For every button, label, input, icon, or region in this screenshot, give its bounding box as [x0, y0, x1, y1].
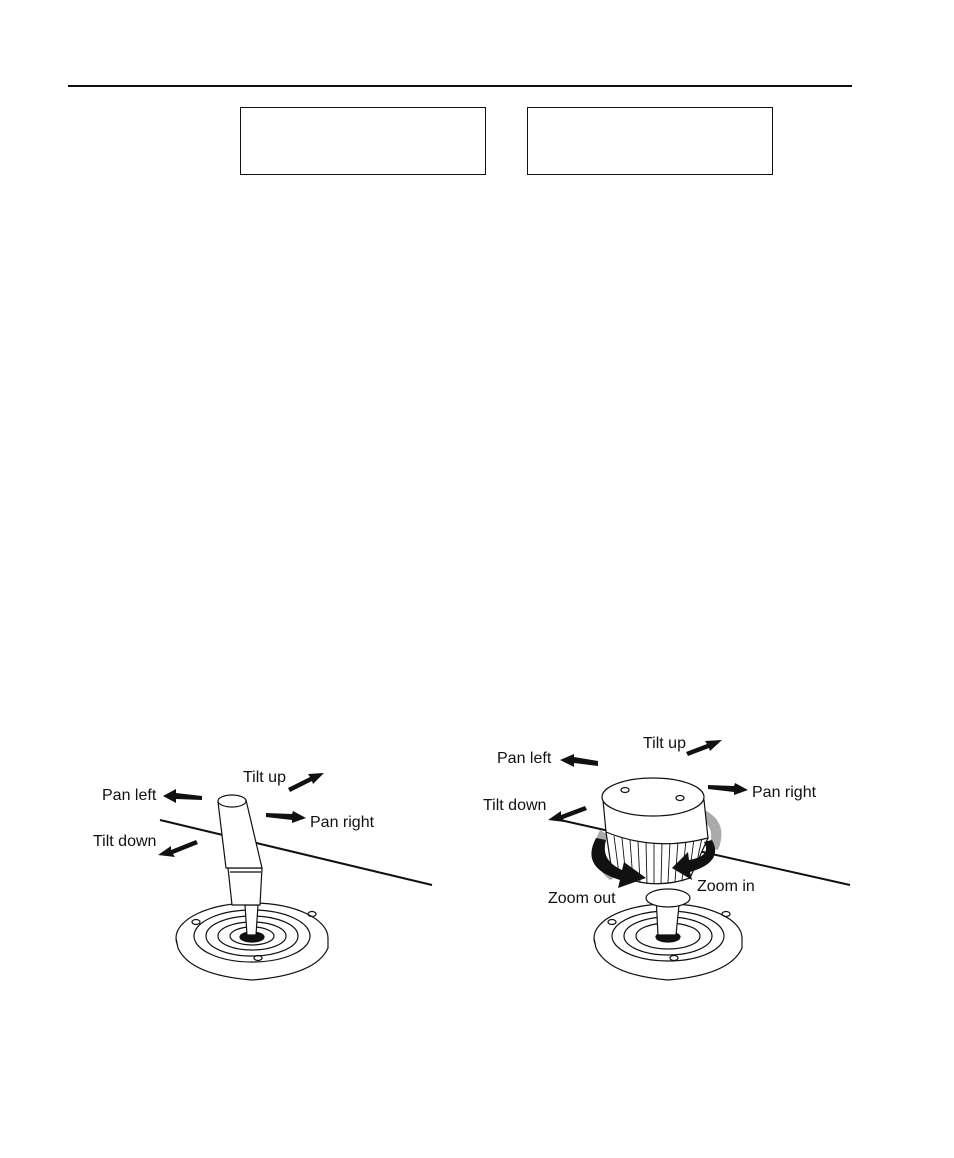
label-pan-right: Pan right: [310, 814, 375, 831]
label-tilt-down: Tilt down: [93, 833, 157, 850]
label-tilt-down: Tilt down: [483, 797, 547, 814]
label-tilt-up: Tilt up: [243, 769, 286, 786]
joystick-knob-illustration: [548, 740, 850, 980]
label-zoom-out: Zoom out: [548, 890, 616, 907]
label-zoom-in: Zoom in: [697, 878, 755, 895]
label-pan-right: Pan right: [752, 784, 817, 801]
label-tilt-up: Tilt up: [643, 735, 686, 752]
label-pan-left: Pan left: [497, 750, 552, 767]
label-pan-left: Pan left: [102, 787, 157, 804]
